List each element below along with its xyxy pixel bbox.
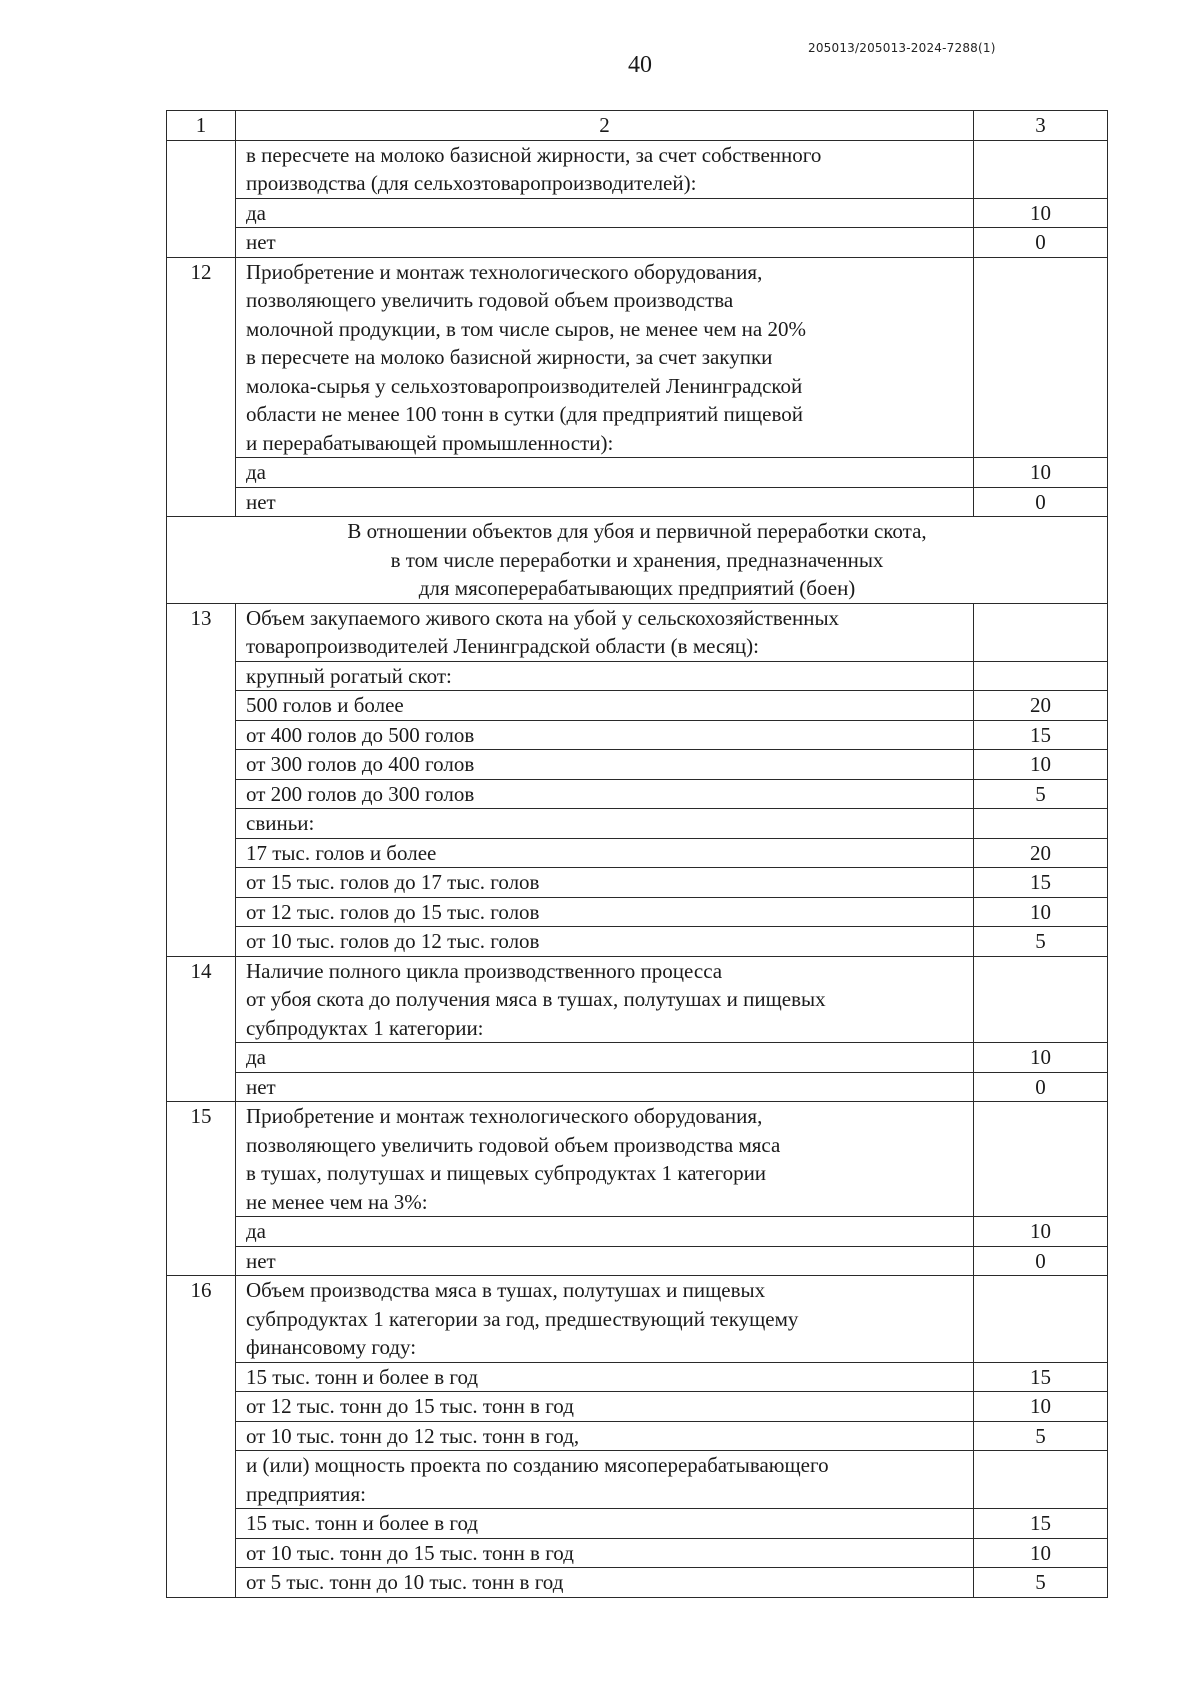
criterion-text-line: от 5 тыс. тонн до 10 тыс. тонн в год bbox=[246, 1570, 564, 1594]
score-value bbox=[974, 1276, 1108, 1363]
criterion-text-line: субпродуктах 1 категории за год, предшествующий текущему bbox=[246, 1306, 799, 1331]
criterion-text bbox=[236, 661, 974, 691]
criterion-number: 16 bbox=[167, 1276, 236, 1598]
criterion-text bbox=[236, 487, 974, 517]
score-value: 10 bbox=[974, 1392, 1108, 1422]
table-row bbox=[167, 720, 1108, 750]
table-row bbox=[167, 868, 1108, 898]
section-header-line: в том числе переработки и хранения, предназначенных bbox=[390, 547, 884, 572]
criterion-text bbox=[236, 458, 974, 488]
criterion-text bbox=[236, 956, 974, 1043]
criterion-text bbox=[236, 1072, 974, 1102]
criterion-text bbox=[236, 927, 974, 957]
criterion-text-line: производства (для сельхозтоваропроизводителей): bbox=[246, 171, 697, 195]
table-row bbox=[167, 1568, 1108, 1598]
criterion-text bbox=[236, 868, 974, 898]
criterion-number bbox=[167, 140, 236, 257]
criterion-text-line: Объем закупаемого живого скота на убой у сельскохозяйственных bbox=[246, 605, 840, 630]
score-value: 0 bbox=[974, 228, 1108, 258]
criterion-text-line: от убоя скота до получения мяса в тушах, полутушах и пищевых bbox=[246, 987, 826, 1011]
criterion-number: 14 bbox=[167, 956, 236, 1102]
score-value: 10 bbox=[974, 897, 1108, 927]
criterion-text bbox=[236, 1217, 974, 1247]
criterion-text-line: нет bbox=[246, 230, 276, 254]
criterion-text-line: субпродуктах 1 категории: bbox=[246, 1015, 484, 1040]
score-value bbox=[974, 661, 1108, 691]
criterion-text-line: в пересчете на молоко базисной жирности, за счет закупки bbox=[246, 345, 773, 369]
criterion-text-line: от 12 тыс. тонн до 15 тыс. тонн в год bbox=[246, 1394, 574, 1418]
score-value: 5 bbox=[974, 927, 1108, 957]
criterion-text-line: позволяющего увеличить годовой объем производства bbox=[246, 288, 734, 312]
criterion-text-line: Приобретение и монтаж технологического оборудования, bbox=[246, 259, 763, 284]
score-value bbox=[974, 257, 1108, 458]
page-number: 40 bbox=[628, 52, 652, 78]
criterion-text-line: да bbox=[246, 200, 267, 225]
table-row bbox=[167, 838, 1108, 868]
criterion-text-line: да bbox=[246, 1219, 267, 1243]
criterion-text bbox=[236, 809, 974, 839]
table-row bbox=[167, 1102, 1108, 1217]
criterion-text-line: от 10 тыс. тонн до 15 тыс. тонн в год bbox=[246, 1540, 574, 1565]
criterion-text bbox=[236, 779, 974, 809]
score-value: 15 bbox=[974, 720, 1108, 750]
criterion-text bbox=[236, 1421, 974, 1451]
criterion-text-line: 15 тыс. тонн и более в год bbox=[246, 1364, 479, 1389]
score-value: 15 bbox=[974, 868, 1108, 898]
criterion-text bbox=[236, 750, 974, 780]
criterion-text-line: молочной продукции, в том числе сыров, не менее чем на 20% bbox=[246, 316, 806, 341]
table-row bbox=[167, 1043, 1108, 1073]
criterion-text-line: товаропроизводителей Ленинградской области (в месяц): bbox=[246, 634, 759, 658]
criterion-text-line: от 10 тыс. тонн до 12 тыс. тонн в год, bbox=[246, 1423, 580, 1448]
section-header bbox=[167, 517, 1108, 604]
score-value: 0 bbox=[974, 1246, 1108, 1276]
table-row bbox=[167, 487, 1108, 517]
score-value: 5 bbox=[974, 1568, 1108, 1598]
criterion-text bbox=[236, 897, 974, 927]
criterion-text-line: свиньи: bbox=[246, 811, 315, 835]
criterion-text-line: нет bbox=[246, 1248, 276, 1273]
criterion-text-line: от 10 тыс. голов до 12 тыс. голов bbox=[246, 929, 540, 953]
table-row bbox=[167, 897, 1108, 927]
score-value bbox=[974, 603, 1108, 661]
criterion-text-line: позволяющего увеличить годовой объем производства мяса bbox=[246, 1132, 781, 1157]
criterion-text bbox=[236, 1392, 974, 1422]
criterion-text-line: нет bbox=[246, 489, 276, 514]
criterion-text bbox=[236, 228, 974, 258]
score-value: 20 bbox=[974, 838, 1108, 868]
criterion-text-line: области не менее 100 тонн в сутки (для предприятий пищевой bbox=[246, 402, 804, 426]
section-header-row bbox=[167, 517, 1108, 604]
criterion-text-line: 15 тыс. тонн и более в год bbox=[246, 1511, 479, 1535]
criterion-text-line: и перерабатывающей промышленности): bbox=[246, 430, 614, 455]
table-row bbox=[167, 1509, 1108, 1539]
score-value: 0 bbox=[974, 487, 1108, 517]
criterion-text bbox=[236, 1246, 974, 1276]
criterion-text-line: не менее чем на 3%: bbox=[246, 1189, 428, 1214]
criterion-text bbox=[236, 603, 974, 661]
criterion-text bbox=[236, 1276, 974, 1363]
criterion-text-line: Объем производства мяса в тушах, полутушах и пищевых bbox=[246, 1278, 766, 1302]
criterion-text bbox=[236, 140, 974, 198]
table-row bbox=[167, 1362, 1108, 1392]
score-value bbox=[974, 1102, 1108, 1217]
score-value: 10 bbox=[974, 1217, 1108, 1247]
criterion-text-line: Наличие полного цикла производственного процесса bbox=[246, 958, 723, 983]
table-row bbox=[167, 603, 1108, 661]
table-row bbox=[167, 1072, 1108, 1102]
table-row bbox=[167, 779, 1108, 809]
criterion-text-line: 17 тыс. голов и более bbox=[246, 840, 437, 865]
criterion-text-line: Приобретение и монтаж технологического оборудования, bbox=[246, 1104, 763, 1128]
criterion-text bbox=[236, 1451, 974, 1509]
score-value: 5 bbox=[974, 1421, 1108, 1451]
score-value bbox=[974, 140, 1108, 198]
score-value: 10 bbox=[974, 458, 1108, 488]
criterion-text-line: финансовому году: bbox=[246, 1335, 417, 1359]
criterion-text-line: и (или) мощность проекта по созданию мясоперерабатывающего bbox=[246, 1453, 829, 1477]
criterion-text-line: предприятия: bbox=[246, 1481, 367, 1506]
score-value bbox=[974, 1451, 1108, 1509]
criterion-text-line: 500 голов и более bbox=[246, 693, 404, 717]
criterion-text bbox=[236, 1538, 974, 1568]
table-row bbox=[167, 1276, 1108, 1363]
table-row bbox=[167, 1246, 1108, 1276]
criterion-text-line: в тушах, полутушах и пищевых субпродуктах 1 категории bbox=[246, 1161, 767, 1185]
criteria-table bbox=[166, 110, 1108, 1598]
table-row bbox=[167, 691, 1108, 721]
criterion-text-line: да bbox=[246, 460, 267, 484]
table-row bbox=[167, 228, 1108, 258]
criterion-text bbox=[236, 720, 974, 750]
score-value: 10 bbox=[974, 1538, 1108, 1568]
criterion-text-line: нет bbox=[246, 1074, 276, 1099]
table-row bbox=[167, 458, 1108, 488]
score-value: 15 bbox=[974, 1362, 1108, 1392]
score-value: 10 bbox=[974, 1043, 1108, 1073]
criterion-text bbox=[236, 257, 974, 458]
document-id: 205013/205013-2024-7288(1) bbox=[808, 41, 996, 55]
criterion-text bbox=[236, 1568, 974, 1598]
criterion-text bbox=[236, 1043, 974, 1073]
score-value bbox=[974, 956, 1108, 1043]
table-row bbox=[167, 140, 1108, 198]
criterion-text-line: от 12 тыс. голов до 15 тыс. голов bbox=[246, 899, 540, 924]
criterion-text bbox=[236, 1102, 974, 1217]
table-row bbox=[167, 661, 1108, 691]
criterion-text-line: от 400 голов до 500 голов bbox=[246, 722, 475, 747]
column-header-1: 1 bbox=[167, 111, 236, 141]
score-value: 5 bbox=[974, 779, 1108, 809]
criterion-number: 12 bbox=[167, 257, 236, 517]
table-row bbox=[167, 927, 1108, 957]
score-value: 20 bbox=[974, 691, 1108, 721]
criterion-text bbox=[236, 1362, 974, 1392]
criteria-table-body bbox=[167, 111, 1108, 1598]
table-row bbox=[167, 750, 1108, 780]
table-row bbox=[167, 1217, 1108, 1247]
table-row bbox=[167, 1421, 1108, 1451]
column-header-row bbox=[167, 111, 1108, 141]
score-value bbox=[974, 809, 1108, 839]
score-value: 15 bbox=[974, 1509, 1108, 1539]
section-header-line: В отношении объектов для убоя и первичной переработки скота, bbox=[347, 519, 927, 543]
criterion-text-line: да bbox=[246, 1045, 267, 1069]
table-row bbox=[167, 1392, 1108, 1422]
criterion-text bbox=[236, 691, 974, 721]
score-value: 10 bbox=[974, 750, 1108, 780]
table-row bbox=[167, 1451, 1108, 1509]
column-header-2: 2 bbox=[236, 111, 974, 141]
criterion-text-line: молока-сырья у сельхозтоваропроизводителей Ленинградской bbox=[246, 373, 803, 398]
criterion-text-line: от 15 тыс. голов до 17 тыс. голов bbox=[246, 870, 540, 894]
table-row bbox=[167, 809, 1108, 839]
criterion-text bbox=[236, 198, 974, 228]
table-row bbox=[167, 956, 1108, 1043]
criterion-text-line: в пересчете на молоко базисной жирности, за счет собственного bbox=[246, 142, 822, 167]
criterion-text-line: крупный рогатый скот: bbox=[246, 663, 452, 688]
criterion-text-line: от 200 голов до 300 голов bbox=[246, 781, 475, 806]
score-value: 0 bbox=[974, 1072, 1108, 1102]
table-row bbox=[167, 198, 1108, 228]
criterion-number: 15 bbox=[167, 1102, 236, 1276]
score-value: 10 bbox=[974, 198, 1108, 228]
criterion-text bbox=[236, 838, 974, 868]
criterion-text-line: от 300 голов до 400 голов bbox=[246, 752, 475, 776]
column-header-3: 3 bbox=[974, 111, 1108, 141]
section-header-line: для мясоперерабатывающих предприятий (боен) bbox=[418, 576, 856, 600]
table-row bbox=[167, 1538, 1108, 1568]
table-row bbox=[167, 257, 1108, 458]
criterion-text bbox=[236, 1509, 974, 1539]
criterion-number: 13 bbox=[167, 603, 236, 956]
